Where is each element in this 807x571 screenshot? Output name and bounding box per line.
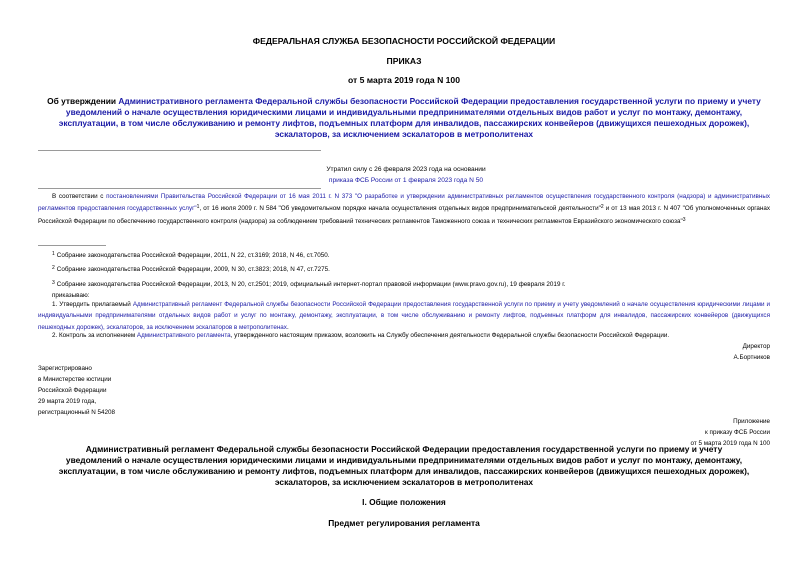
status-note bbox=[286, 164, 526, 186]
item-2-link[interactable]: Административного регламента bbox=[136, 332, 231, 339]
registration-line: Российской Федерации bbox=[38, 387, 107, 394]
regulation-title: Административный регламент Федеральной службы безопасности Российской Федерации предоставления государственной услуги по приему и учету уведомлений о начале осуществления юридическими лицами и индивидуальными предпринимателями отдельных видов работ и услуг по монтажу, демонтажу, эксплуатации, в том числе обслуживанию и ремонту лифтов, подъемных платформ для инвалидов, пассажирских конвейеров (движущихся пешеходных дорожек), эскалаторов, за исключением эскалаторов в метрополитенах bbox=[58, 444, 750, 487]
subsection-title: Предмет регулирования регламента bbox=[328, 518, 480, 528]
footnote-text: Собрание законодательства Российской Федерации, 2013, N 20, ст.2501; 2019, официальный интернет-портал правовой информации (www.pravo.gov.ru), 19 февраля 2019 г. bbox=[56, 281, 566, 288]
doc-type-heading: ПРИКАЗ bbox=[386, 56, 422, 66]
footnote-mark: 2 bbox=[52, 265, 55, 271]
signature-block bbox=[734, 341, 771, 363]
divider bbox=[38, 188, 321, 189]
item-2-text: 2. Контроль за исполнением bbox=[52, 332, 137, 339]
preamble-link-373[interactable]: постановлениями Правительства Российской Федерации от 16 мая 2011 г. N 373 "О разработке и утверждении административных регламентов осуществления государственного контроля (надзора) и административных регламентов предоставления государственных услуг" bbox=[38, 193, 771, 213]
footnote-ref: 1 bbox=[196, 204, 200, 211]
date-number-heading: от 5 марта 2019 года N 100 bbox=[348, 75, 460, 85]
footnote-divider bbox=[38, 245, 106, 246]
appendix-line: к приказу ФСБ России bbox=[705, 429, 770, 436]
appendix-line: Приложение bbox=[733, 418, 770, 425]
footnote-mark: 1 bbox=[52, 251, 55, 257]
signature-name: А.Бортников bbox=[733, 354, 770, 361]
footnote-text: Собрание законодательства Российской Федерации, 2011, N 22, ст.3169; 2018, N 46, ст.7050. bbox=[56, 252, 330, 259]
order-title bbox=[38, 96, 770, 140]
footnote-ref: 2 bbox=[600, 204, 604, 211]
item-1-link[interactable]: Административный регламент Федеральной службы безопасности Российской Федерации предоставления государственной услуги по приему и учету уведомлений о начале осуществления юридическими лицами и индивидуальными предпринимателями отдельных видов работ и услуг по монтажу, демонтажу, эксплуатации, в том числе обслуживанию и ремонту лифтов, подъемных платформ для инвалидов, пассажирских конвейеров (движущихся пешеходных дорожек), эскалаторов, за исключением эскалаторов в метрополитенах bbox=[38, 301, 770, 331]
agency-heading: ФЕДЕРАЛЬНАЯ СЛУЖБА БЕЗОПАСНОСТИ РОССИЙСКОЙ ФЕДЕРАЦИИ bbox=[252, 36, 556, 46]
registration-line: Зарегистрировано bbox=[38, 365, 92, 372]
footnote-1 bbox=[52, 250, 329, 260]
appendix-line: от 5 марта 2019 года N 100 bbox=[690, 440, 770, 447]
order-title-prefix: Об утверждении bbox=[47, 96, 119, 106]
registration-block bbox=[38, 363, 115, 418]
item-1-text: . bbox=[286, 323, 289, 331]
order-title-link[interactable]: Административного регламента Федеральной службы безопасности Российской Федерации предоставления государственной услуги по приему и учету уведомлений о начале осуществления юридическими лицами и индивидуальными предпринимателями отдельных видов работ и услуг по монтажу, демонтажу, эксплуатации, в том числе обслуживанию и ремонту лифтов, подъемных платформ для инвалидов, пассажирских конвейеров (движущихся пешеходных дорожек), эскалаторов, за исключением эскалаторов в метрополитенах bbox=[58, 96, 761, 139]
divider bbox=[38, 150, 321, 151]
preamble-text: и от 13 мая 2013 г. N 407 "Об уполномоченных органах Российской Федерации по обеспечению государственного контроля (надзора) за соблюдением требований технических регламентов Таможенного союза и технических регламентов Евразийского экономического союза" bbox=[38, 205, 770, 225]
footnote-3 bbox=[52, 279, 565, 289]
status-note-text: Утратил силу с 26 февраля 2023 года на основании bbox=[326, 166, 486, 173]
registration-line: в Министерстве юстиции bbox=[38, 376, 112, 383]
registration-line: регистрационный N 54208 bbox=[38, 409, 116, 416]
preamble-paragraph bbox=[38, 191, 770, 227]
item-2-text: , утвержденного настоящим приказом, возложить на Службу обеспечения деятельности Федеральной службы безопасности Российской Федерации. bbox=[230, 332, 670, 339]
footnote-text: Собрание законодательства Российской Федерации, 2009, N 30, ст.3823; 2018, N 47, ст.7275. bbox=[56, 266, 330, 273]
footnote-ref: 3 bbox=[682, 216, 686, 223]
status-note-link[interactable]: приказа ФСБ России от 1 февраля 2023 года N 50 bbox=[328, 177, 484, 184]
registration-line: 29 марта 2019 года, bbox=[38, 398, 97, 405]
signature-position: Директор bbox=[742, 343, 770, 350]
footnote-mark: 3 bbox=[52, 280, 55, 286]
item-2-paragraph bbox=[38, 330, 770, 341]
order-word: приказываю: bbox=[52, 292, 90, 299]
preamble-text: В соответствии с bbox=[52, 193, 107, 200]
item-1-text: 1. Утвердить прилагаемый bbox=[52, 301, 133, 308]
preamble-text: , от 16 июля 2009 г. N 584 "Об уведомительном порядке начала осуществления отдельных видов предпринимательской деятельности" bbox=[199, 205, 601, 213]
footnote-2 bbox=[52, 264, 330, 274]
section-title: I. Общие положения bbox=[362, 497, 446, 507]
item-1-paragraph bbox=[38, 299, 770, 333]
